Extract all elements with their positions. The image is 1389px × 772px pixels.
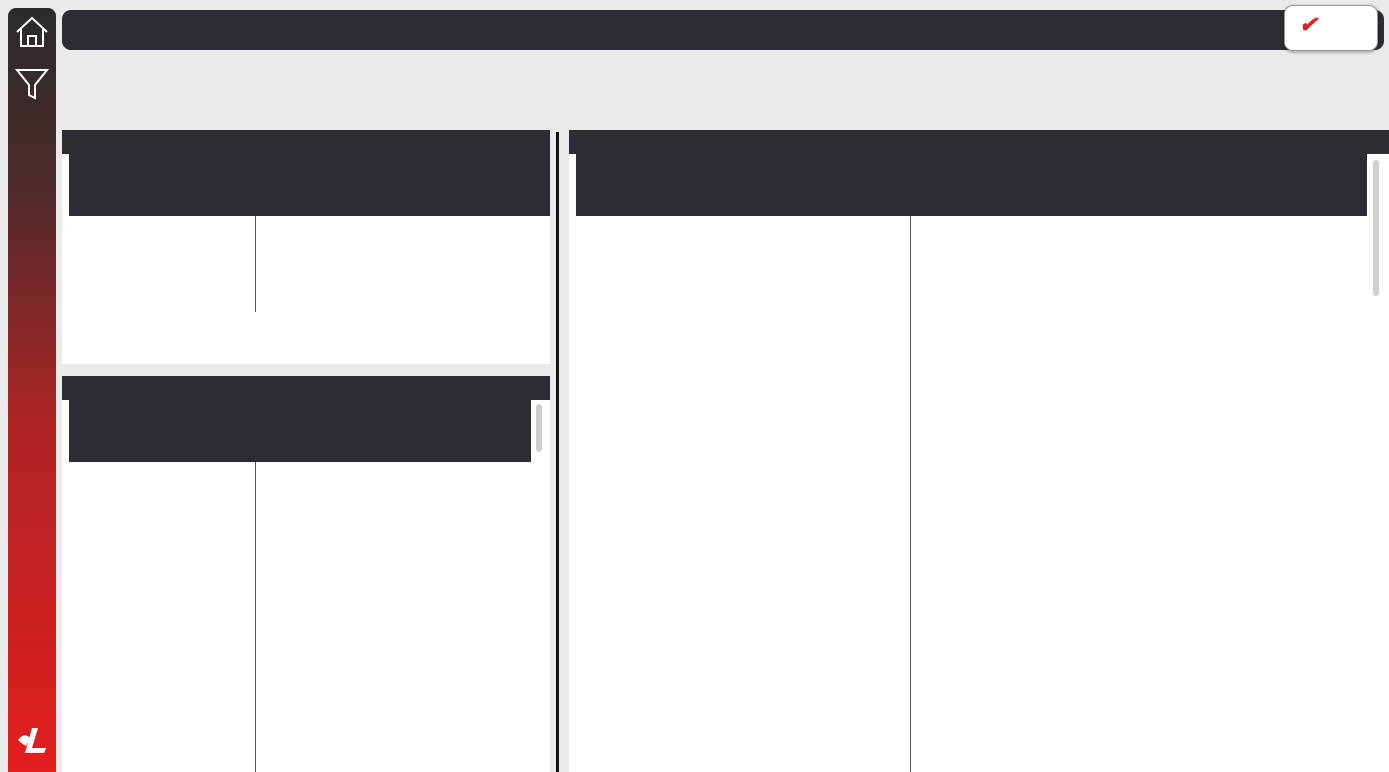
panel-divider <box>556 132 559 772</box>
brand-logo <box>1284 5 1378 51</box>
laredo-mark-icon <box>14 720 50 756</box>
filter-icon[interactable] <box>14 66 50 102</box>
home-icon[interactable] <box>14 14 50 50</box>
navigation-sidebar <box>8 8 56 772</box>
produtos-compra-panel <box>569 130 1389 772</box>
status-departamento-panel <box>62 376 550 772</box>
scrollbar[interactable] <box>536 404 542 452</box>
logo-mark-icon: ✔ <box>1299 12 1317 37</box>
status-departamento-header <box>69 400 531 462</box>
status-geral-title <box>62 130 550 154</box>
produtos-compra-header <box>576 154 1367 216</box>
status-departamento-title <box>62 376 550 400</box>
status-geral-panel <box>62 130 550 364</box>
produtos-compra-title <box>569 130 1389 154</box>
page-header <box>62 10 1384 50</box>
scrollbar[interactable] <box>1373 160 1379 296</box>
status-geral-header <box>69 154 550 216</box>
